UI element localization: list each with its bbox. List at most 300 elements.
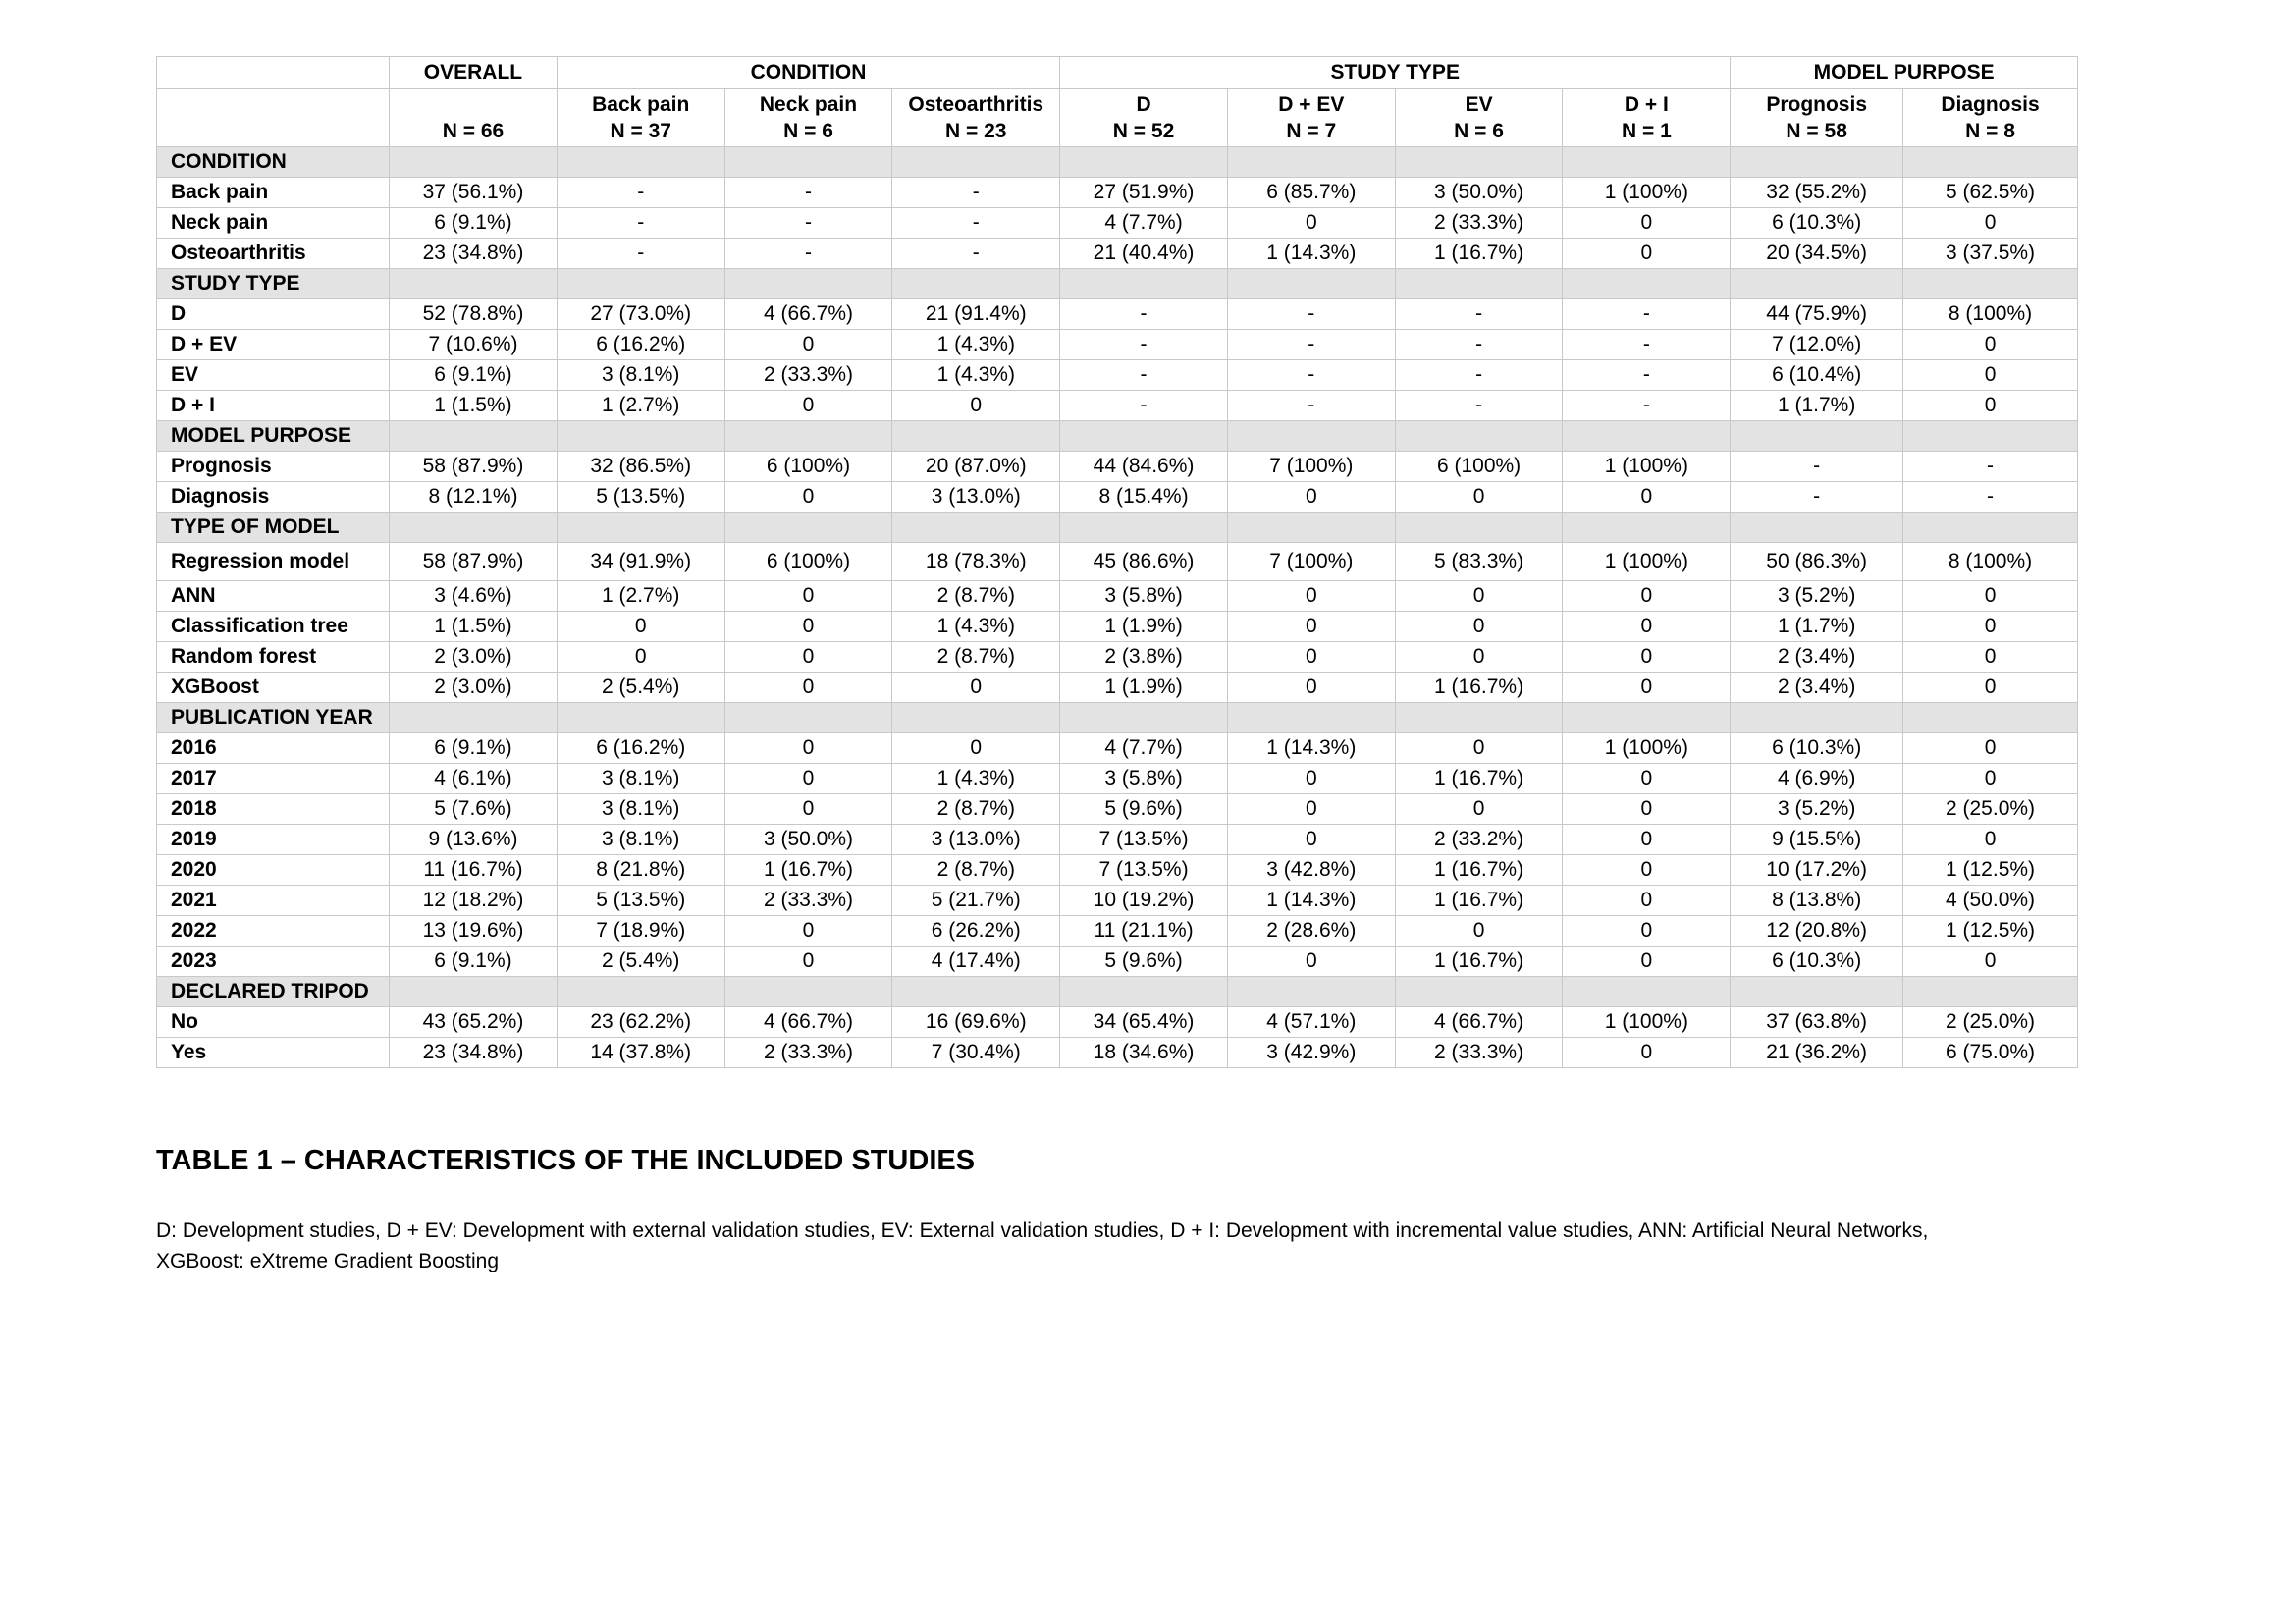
data-cell: 0 (1563, 581, 1731, 612)
data-cell: 1 (1.9%) (1060, 612, 1228, 642)
data-cell: 4 (66.7%) (724, 299, 892, 330)
data-cell: - (724, 208, 892, 239)
section-filler-cell (557, 421, 724, 452)
table-row (157, 178, 2078, 208)
data-cell: 18 (78.3%) (892, 543, 1060, 581)
data-cell: 21 (91.4%) (892, 299, 1060, 330)
section-filler-cell (1395, 269, 1563, 299)
column-header-n: N = 52 (1112, 120, 1175, 142)
data-cell: 2 (8.7%) (892, 642, 1060, 673)
data-cell: 6 (10.3%) (1731, 733, 1903, 764)
data-cell: 10 (19.2%) (1060, 886, 1228, 916)
column-header (1227, 89, 1395, 147)
section-header-row (157, 269, 2078, 299)
data-cell: 0 (892, 733, 1060, 764)
section-filler-cell (1227, 147, 1395, 178)
data-cell: 0 (1395, 733, 1563, 764)
section-filler-cell (390, 147, 558, 178)
section-filler-cell (1903, 977, 2078, 1007)
section-filler-cell (1563, 147, 1731, 178)
data-cell: 3 (50.0%) (724, 825, 892, 855)
table-row (157, 330, 2078, 360)
data-cell: 0 (1903, 673, 2078, 703)
data-cell: 10 (17.2%) (1731, 855, 1903, 886)
section-filler-cell (892, 421, 1060, 452)
section-filler-cell (1903, 147, 2078, 178)
data-cell: 44 (84.6%) (1060, 452, 1228, 482)
section-header-row (157, 977, 2078, 1007)
section-filler-cell (1731, 147, 1903, 178)
data-cell: 1 (4.3%) (892, 360, 1060, 391)
data-cell: 2 (33.3%) (724, 1038, 892, 1068)
data-cell: 2 (3.0%) (390, 642, 558, 673)
data-cell: 1 (1.9%) (1060, 673, 1228, 703)
section-filler-cell (557, 269, 724, 299)
data-cell: 3 (8.1%) (557, 825, 724, 855)
table-row (157, 673, 2078, 703)
data-cell: 2 (3.4%) (1731, 642, 1903, 673)
data-cell: 0 (1903, 612, 2078, 642)
column-header (1563, 89, 1731, 147)
data-cell: 0 (1563, 673, 1731, 703)
table-row (157, 886, 2078, 916)
section-filler-cell (724, 977, 892, 1007)
data-cell: 2 (3.4%) (1731, 673, 1903, 703)
data-cell: 1 (16.7%) (1395, 886, 1563, 916)
column-header-n: N = 6 (783, 120, 833, 142)
data-cell: - (724, 239, 892, 269)
data-cell: 1 (2.7%) (557, 581, 724, 612)
data-cell: 2 (33.2%) (1395, 825, 1563, 855)
row-label: 2019 (157, 825, 390, 855)
data-cell: 2 (33.3%) (724, 886, 892, 916)
data-cell: 0 (1903, 947, 2078, 977)
section-filler-cell (724, 421, 892, 452)
data-cell: 0 (1563, 642, 1731, 673)
data-cell: 3 (13.0%) (892, 825, 1060, 855)
section-filler-cell (892, 269, 1060, 299)
data-cell: - (1563, 330, 1731, 360)
data-cell: 6 (9.1%) (390, 947, 558, 977)
table-row (157, 299, 2078, 330)
section-filler-cell (1563, 513, 1731, 543)
data-cell: 5 (13.5%) (557, 886, 724, 916)
data-cell: 32 (55.2%) (1731, 178, 1903, 208)
column-header-name: D + EV (1278, 93, 1345, 116)
row-label: Osteoarthritis (157, 239, 390, 269)
data-cell: - (1060, 299, 1228, 330)
data-cell: 1 (4.3%) (892, 764, 1060, 794)
data-cell: 1 (100%) (1563, 452, 1731, 482)
section-filler-cell (390, 513, 558, 543)
data-cell: 1 (14.3%) (1227, 886, 1395, 916)
table-row (157, 482, 2078, 513)
data-cell: - (1227, 299, 1395, 330)
data-cell: 13 (19.6%) (390, 916, 558, 947)
data-cell: 7 (12.0%) (1731, 330, 1903, 360)
column-header-n: N = 7 (1286, 120, 1337, 142)
data-cell: 58 (87.9%) (390, 452, 558, 482)
section-filler-cell (1060, 421, 1228, 452)
row-label: D + EV (157, 330, 390, 360)
section-filler-cell (390, 421, 558, 452)
section-filler-cell (1731, 269, 1903, 299)
table-row (157, 208, 2078, 239)
section-filler-cell (1731, 703, 1903, 733)
data-cell: 2 (8.7%) (892, 794, 1060, 825)
section-title: STUDY TYPE (157, 269, 390, 299)
data-cell: 4 (7.7%) (1060, 208, 1228, 239)
data-cell: 0 (1563, 208, 1731, 239)
row-label: EV (157, 360, 390, 391)
section-filler-cell (1731, 977, 1903, 1007)
column-header (1731, 89, 1903, 147)
data-cell: 23 (34.8%) (390, 239, 558, 269)
row-label: D (157, 299, 390, 330)
data-cell: 3 (42.9%) (1227, 1038, 1395, 1068)
group-header-study-type: STUDY TYPE (1060, 57, 1731, 89)
column-header-n (165, 118, 381, 144)
column-header-row (157, 89, 2078, 147)
data-cell: 23 (34.8%) (390, 1038, 558, 1068)
data-cell: 0 (724, 330, 892, 360)
data-cell: 20 (34.5%) (1731, 239, 1903, 269)
data-cell: 11 (16.7%) (390, 855, 558, 886)
section-filler-cell (1227, 269, 1395, 299)
column-header-name: Prognosis (1766, 93, 1867, 116)
row-label: 2023 (157, 947, 390, 977)
data-cell: 43 (65.2%) (390, 1007, 558, 1038)
data-cell: 52 (78.8%) (390, 299, 558, 330)
data-cell: 1 (100%) (1563, 543, 1731, 581)
data-cell: 0 (1903, 825, 2078, 855)
section-filler-cell (1395, 421, 1563, 452)
section-title: PUBLICATION YEAR (157, 703, 390, 733)
section-filler-cell (1395, 147, 1563, 178)
data-cell: 3 (4.6%) (390, 581, 558, 612)
data-cell: 1 (1.5%) (390, 391, 558, 421)
data-cell: - (724, 178, 892, 208)
data-cell: 14 (37.8%) (557, 1038, 724, 1068)
data-cell: 6 (75.0%) (1903, 1038, 2078, 1068)
data-cell: 3 (8.1%) (557, 764, 724, 794)
column-header-n: N = 8 (1965, 120, 2015, 142)
data-cell: 21 (36.2%) (1731, 1038, 1903, 1068)
data-cell: 27 (51.9%) (1060, 178, 1228, 208)
data-cell: - (892, 178, 1060, 208)
data-cell: 1 (4.3%) (892, 330, 1060, 360)
data-cell: 4 (50.0%) (1903, 886, 2078, 916)
data-cell: 5 (13.5%) (557, 482, 724, 513)
data-cell: - (1395, 330, 1563, 360)
data-cell: 1 (4.3%) (892, 612, 1060, 642)
data-cell: 7 (10.6%) (390, 330, 558, 360)
section-filler-cell (724, 269, 892, 299)
data-cell: - (892, 239, 1060, 269)
section-header-row (157, 421, 2078, 452)
data-cell: 0 (1563, 482, 1731, 513)
data-cell: 7 (30.4%) (892, 1038, 1060, 1068)
section-filler-cell (1227, 703, 1395, 733)
table-row (157, 764, 2078, 794)
table-caption: TABLE 1 – CHARACTERISTICS OF THE INCLUDED STUDIES (156, 1145, 976, 1176)
data-cell: 8 (12.1%) (390, 482, 558, 513)
table-row (157, 947, 2078, 977)
notes-line-1: D: Development studies, D + EV: Development with external validation studies, EV: External validation studies, D + I: Development with incremental value studies, ANN: Artificial Neural Networks, (156, 1219, 1929, 1242)
data-cell: 6 (10.3%) (1731, 208, 1903, 239)
data-cell: - (1227, 360, 1395, 391)
data-cell: 0 (724, 482, 892, 513)
column-header-n: N = 6 (1454, 120, 1504, 142)
data-cell: 4 (7.7%) (1060, 733, 1228, 764)
data-cell: 0 (1903, 360, 2078, 391)
data-cell: 16 (69.6%) (892, 1007, 1060, 1038)
data-cell: 0 (724, 764, 892, 794)
section-filler-cell (557, 977, 724, 1007)
column-header (157, 89, 390, 147)
section-filler-cell (1227, 421, 1395, 452)
section-filler-cell (892, 147, 1060, 178)
table-row (157, 543, 2078, 581)
section-filler-cell (557, 513, 724, 543)
row-label: D + I (157, 391, 390, 421)
section-filler-cell (1395, 703, 1563, 733)
table-row (157, 1038, 2078, 1068)
section-filler-cell (1060, 269, 1228, 299)
data-cell: 6 (10.4%) (1731, 360, 1903, 391)
data-cell: 9 (15.5%) (1731, 825, 1903, 855)
section-filler-cell (390, 977, 558, 1007)
data-cell: 3 (37.5%) (1903, 239, 2078, 269)
data-cell: - (1060, 330, 1228, 360)
data-cell: 0 (1395, 916, 1563, 947)
data-cell: 1 (100%) (1563, 733, 1731, 764)
data-cell: 2 (3.8%) (1060, 642, 1228, 673)
data-cell: 0 (557, 612, 724, 642)
column-header-n: N = 58 (1786, 120, 1847, 142)
data-cell: 0 (1227, 673, 1395, 703)
data-cell: 3 (5.2%) (1731, 794, 1903, 825)
row-label: Classification tree (157, 612, 390, 642)
column-header-name (165, 91, 381, 118)
data-cell: 0 (1903, 733, 2078, 764)
column-header-name: Osteoarthritis (908, 93, 1044, 116)
data-cell: 1 (14.3%) (1227, 733, 1395, 764)
data-cell: 58 (87.9%) (390, 543, 558, 581)
data-cell: - (1227, 330, 1395, 360)
table-row (157, 794, 2078, 825)
data-cell: 1 (16.7%) (724, 855, 892, 886)
data-cell: 20 (87.0%) (892, 452, 1060, 482)
data-cell: 3 (8.1%) (557, 360, 724, 391)
data-cell: 1 (16.7%) (1395, 673, 1563, 703)
section-header-row (157, 147, 2078, 178)
data-cell: 1 (16.7%) (1395, 855, 1563, 886)
column-header-name: Neck pain (759, 93, 858, 116)
data-cell: 0 (1903, 208, 2078, 239)
column-header (1060, 89, 1228, 147)
data-cell: 27 (73.0%) (557, 299, 724, 330)
data-cell: - (1227, 391, 1395, 421)
section-filler-cell (892, 513, 1060, 543)
data-cell: - (1395, 391, 1563, 421)
section-header-row (157, 703, 2078, 733)
data-cell: 0 (892, 391, 1060, 421)
data-cell: 0 (1227, 581, 1395, 612)
data-cell: - (557, 208, 724, 239)
data-cell: 0 (1903, 581, 2078, 612)
row-label: 2016 (157, 733, 390, 764)
data-cell: 2 (8.7%) (892, 855, 1060, 886)
data-cell: 12 (20.8%) (1731, 916, 1903, 947)
row-label: 2017 (157, 764, 390, 794)
data-cell: 1 (16.7%) (1395, 764, 1563, 794)
data-cell: 1 (14.3%) (1227, 239, 1395, 269)
data-cell: 0 (1903, 391, 2078, 421)
data-cell: 0 (724, 642, 892, 673)
section-filler-cell (390, 269, 558, 299)
data-cell: 0 (1563, 855, 1731, 886)
data-cell: 6 (26.2%) (892, 916, 1060, 947)
table-row (157, 452, 2078, 482)
data-cell: 2 (25.0%) (1903, 794, 2078, 825)
data-cell: 0 (724, 391, 892, 421)
data-cell: 0 (1563, 947, 1731, 977)
column-header (557, 89, 724, 147)
section-filler-cell (892, 703, 1060, 733)
data-cell: 6 (16.2%) (557, 330, 724, 360)
data-cell: 5 (7.6%) (390, 794, 558, 825)
data-cell: 8 (13.8%) (1731, 886, 1903, 916)
data-cell: 0 (1563, 825, 1731, 855)
data-cell: 3 (5.2%) (1731, 581, 1903, 612)
table-row (157, 642, 2078, 673)
data-cell: 0 (724, 581, 892, 612)
section-filler-cell (1903, 269, 2078, 299)
data-cell: 6 (85.7%) (1227, 178, 1395, 208)
data-cell: - (1563, 299, 1731, 330)
group-header-model-purpose: MODEL PURPOSE (1731, 57, 2078, 89)
section-filler-cell (1227, 977, 1395, 1007)
data-cell: 6 (9.1%) (390, 733, 558, 764)
data-cell: 0 (1227, 208, 1395, 239)
data-cell: - (892, 208, 1060, 239)
data-cell: 50 (86.3%) (1731, 543, 1903, 581)
data-cell: 8 (100%) (1903, 543, 2078, 581)
data-cell: 7 (100%) (1227, 452, 1395, 482)
section-filler-cell (1060, 513, 1228, 543)
data-cell: 2 (33.3%) (1395, 208, 1563, 239)
data-cell: 0 (1395, 581, 1563, 612)
section-filler-cell (1563, 269, 1731, 299)
column-header-name: Back pain (592, 93, 690, 116)
data-cell: 2 (33.3%) (1395, 1038, 1563, 1068)
section-filler-cell (1731, 421, 1903, 452)
column-header (390, 89, 558, 147)
section-filler-cell (1060, 977, 1228, 1007)
row-label: Diagnosis (157, 482, 390, 513)
data-cell: 6 (9.1%) (390, 360, 558, 391)
table-row (157, 733, 2078, 764)
section-header-row (157, 513, 2078, 543)
data-cell: 11 (21.1%) (1060, 916, 1228, 947)
data-cell: 5 (83.3%) (1395, 543, 1563, 581)
section-filler-cell (1395, 977, 1563, 1007)
data-cell: 0 (1227, 482, 1395, 513)
table-row (157, 1007, 2078, 1038)
data-cell: - (1060, 391, 1228, 421)
data-cell: 9 (13.6%) (390, 825, 558, 855)
data-cell: 8 (15.4%) (1060, 482, 1228, 513)
section-filler-cell (1563, 421, 1731, 452)
data-cell: 0 (1395, 482, 1563, 513)
characteristics-table-wrapper (156, 56, 2078, 1068)
data-cell: 3 (5.8%) (1060, 581, 1228, 612)
row-label: 2022 (157, 916, 390, 947)
section-filler-cell (557, 147, 724, 178)
data-cell: 0 (1563, 612, 1731, 642)
column-header (1395, 89, 1563, 147)
data-cell: 0 (724, 794, 892, 825)
table-row (157, 825, 2078, 855)
column-header-n: N = 37 (610, 120, 671, 142)
data-cell: 0 (892, 673, 1060, 703)
data-cell: 0 (724, 916, 892, 947)
data-cell: 2 (28.6%) (1227, 916, 1395, 947)
column-header-name: D + I (1624, 93, 1669, 116)
section-filler-cell (724, 513, 892, 543)
characteristics-table (156, 56, 2078, 1068)
section-filler-cell (724, 147, 892, 178)
data-cell: 4 (57.1%) (1227, 1007, 1395, 1038)
data-cell: 1 (16.7%) (1395, 947, 1563, 977)
data-cell: 1 (2.7%) (557, 391, 724, 421)
data-cell: 37 (63.8%) (1731, 1007, 1903, 1038)
data-cell: 1 (1.7%) (1731, 612, 1903, 642)
data-cell: 0 (1563, 239, 1731, 269)
data-cell: 0 (1563, 916, 1731, 947)
column-header-n: N = 23 (945, 120, 1007, 142)
section-title: TYPE OF MODEL (157, 513, 390, 543)
notes-line-2: XGBoost: eXtreme Gradient Boosting (156, 1250, 500, 1272)
data-cell: 0 (1395, 642, 1563, 673)
data-cell: 0 (1227, 794, 1395, 825)
data-cell: 0 (1563, 886, 1731, 916)
data-cell: 2 (5.4%) (557, 673, 724, 703)
data-cell: 1 (100%) (1563, 1007, 1731, 1038)
table-row (157, 391, 2078, 421)
data-cell: 1 (100%) (1563, 178, 1731, 208)
data-cell: 7 (13.5%) (1060, 825, 1228, 855)
section-filler-cell (1903, 513, 2078, 543)
data-cell: 4 (66.7%) (1395, 1007, 1563, 1038)
table-row (157, 916, 2078, 947)
data-cell: 0 (1563, 794, 1731, 825)
column-header (724, 89, 892, 147)
data-cell: 4 (6.9%) (1731, 764, 1903, 794)
section-filler-cell (1903, 421, 2078, 452)
data-cell: 1 (1.5%) (390, 612, 558, 642)
data-cell: 2 (8.7%) (892, 581, 1060, 612)
data-cell: 6 (100%) (1395, 452, 1563, 482)
data-cell: 0 (1227, 612, 1395, 642)
section-filler-cell (1227, 513, 1395, 543)
data-cell: 23 (62.2%) (557, 1007, 724, 1038)
section-filler-cell (1563, 977, 1731, 1007)
row-label: 2021 (157, 886, 390, 916)
data-cell: 7 (18.9%) (557, 916, 724, 947)
data-cell: 3 (50.0%) (1395, 178, 1563, 208)
